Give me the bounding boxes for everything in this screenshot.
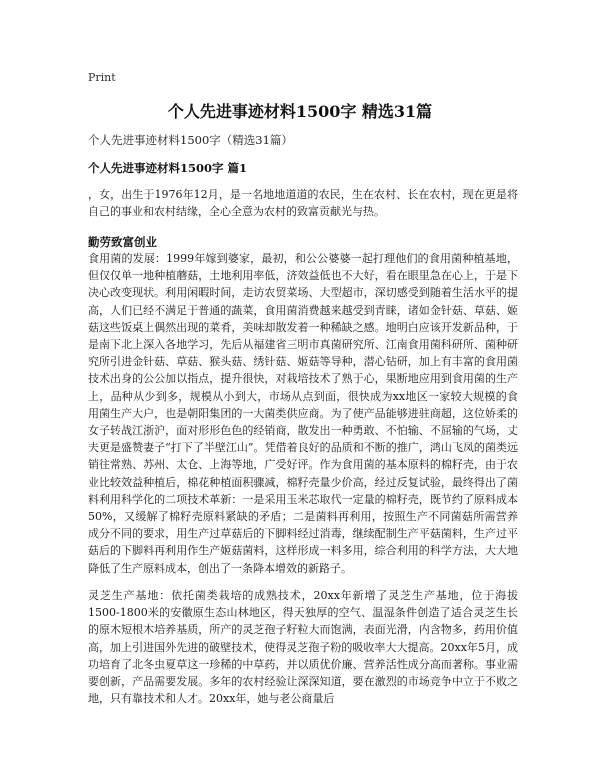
print-link[interactable]: Print xyxy=(88,71,116,84)
document-title: 个人先进事迹材料1500字 精选31篇 xyxy=(167,102,433,121)
intro-paragraph: ，女，出生于1976年12月，是一名地地道道的农民，生在农村、长在农村，现在更是将自己的事业和农村结缘，全心全意为农村的致富贡献光与热。 xyxy=(88,188,518,219)
body-paragraph-ganoderma: 灵芝生产基地：依托菌类栽培的成熟技术，20xx年新增了灵芝生产基地，位于海拔1500-1800米的安徽原生态山林地区，得天独厚的空气、温湿条件创造了适合灵芝生长的原木短根木培养基质，所产的灵芝孢子籽粒大而饱满，表面光滑，内含物多，药用价值高，加上引进国外先进的破壁技术，使得灵芝孢子粉的吸收率大大提高。20xx年5月，成功培育了北冬虫夏草这一珍稀的中草药，并以质优价廉、营养活性成分高而著称。事业需要创新，产品需要发展。多年的农村经验让深深知道，要在激烈的市场竞争中立于不败之地，只有靠技术和人才。20xx年，她与老公商量后 xyxy=(88,589,518,706)
article-heading: 个人先进事迹材料1500字 篇1 xyxy=(88,161,248,175)
document-subtitle: 个人先进事迹材料1500字（精选31篇） xyxy=(88,133,293,147)
section-heading: 勤劳致富创业 xyxy=(88,235,157,249)
body-paragraph-edible-fungi: 食用菌的发展：1999年嫁到婆家，最初，和公公婆婆一起打理他们的食用菌种植基地，但仅仅单一地种植蘑菇，土地利用率低，济效益低也不大好，看在眼里急在心上，于是下决心改变现状。利用闲暇时间，走访农贸菜场、大型超市，深切感受到随着生活水平的提高，人们已经不满足于普通的蔬菜，食用菌消费越来越受到青睐，诸如金针菇、草菇、姬菇这些饭桌上偶然出现的菜肴，美味却散发着一种稀缺之感。地明白应该开发新品种，于是南下北上深入各地学习，先后从福建省三明市真菌研究所、江南食用菌科研所、菌种研究所引进金针菇、草菇、猴头菇、绣针菇、姬菇等导种，潜心钻研，加上有丰富的食用菌技术出身的公公加以指点，提升很快，对栽培技术了熟于心，果断地应用到食用菌的生产上，品种从少到多，规模从小到大，市场从点到面，很快成为xx地区一家较大规模的食用菌生产大户，也是朝阳集团的一大菌类供应商。为了使产品能够进驻商超，这位娇柔的女子转战江浙沪，面对形形色色的经销商，散发出一种勇敢、不怕输、不屈输的气场，丈夫更是盛赞妻子“打下了半壁江山”。凭借着良好的品质和不断的推广，鸿山飞凤的菌类远销往常熟、苏州、太仓、上海等地，广受好评。作为食用菌的基本原料的棉籽壳，由于农业比较效益种植后，棉花种植面积骤减，棉籽壳量少价高，经过反复试验，最终得出了菌料利用科学化的二项技术革新：一是采用玉米芯取代一定量的棉籽壳，既节约了原料成本50%，又缓解了棉籽壳原料紧缺的矛盾；二是菌料再利用，按照生产不同菌菇所需营养成分不同的要求，用生产过草菇后的下脚料经过消毒，继续配制生产平菇菌料，生产过平菇后的下脚料再利用作生产姬菇菌料，这样形成一料多用，综合利用的科学方法，大大地降低了生产原料成本，创出了一条降本增效的新路子。 xyxy=(88,252,518,575)
